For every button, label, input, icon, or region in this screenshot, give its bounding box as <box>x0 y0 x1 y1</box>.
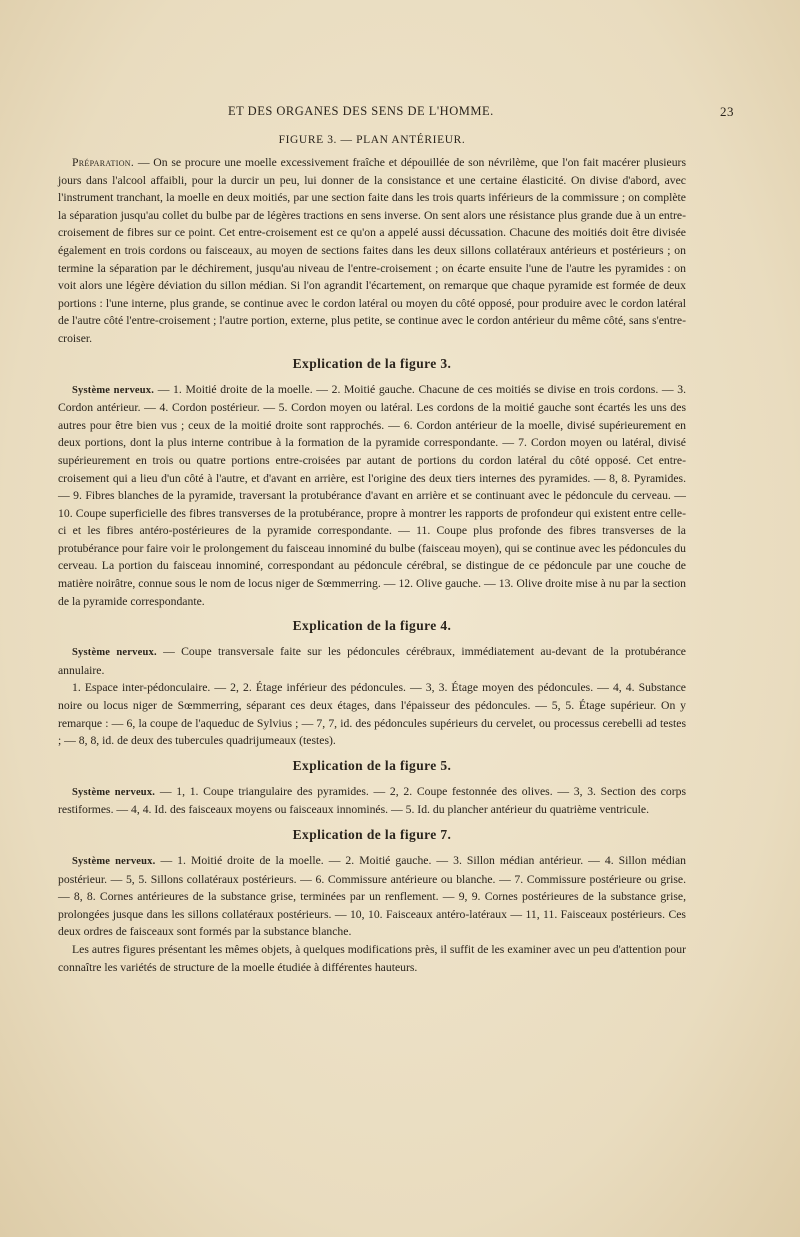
page-content <box>58 134 686 976</box>
figure-4-paragraph-2 <box>58 679 686 749</box>
paragraph-lead: Système nerveux. <box>72 856 156 867</box>
paragraph-lead: Système nerveux. <box>72 384 155 396</box>
running-title: ET DES ORGANES DES SENS DE L'HOMME. <box>228 104 494 118</box>
closing-paragraph <box>58 941 686 976</box>
preparation-text: — On se procure une moelle excessivement fraîche et dépouillée de son névrilème, que l'on fait macérer plusieurs jours dans l'alcool affaibli, pour la durcir un peu, lui donner de la consistance et une certaine élasticité. On divise d'abord, avec l'instrument tranchant, la moelle en deux moitiés, par une section faite dans les trois quarts inférieurs de la commissure ; on complète la séparation jusqu'au collet du bulbe par de légères tractions en sens inverse. On sent alors une résistance plus grande due à un entre-croisement de fibres sur ce point. Cet entre-croisement est ce qu'on a appelé aussi décussation. Chacune des moitiés doit être divisée également en trois cordons ou faisceaux, au moyen de sections faites dans les deux sillons collatéraux antérieurs et postérieurs ; on termine la séparation par le déchirement, jusqu'au niveau de l'entre-croisement ; on écarte ensuite l'une de l'autre les pyramides : on voit alors une légère déviation du sillon médian. Si l'on agrandit l'écartement, on remarque que chaque pyramide est formée de deux portions : l'une interne, plus grande, se continue avec le cordon latéral ou moyen du côté opposé, pour produire avec le cordon latéral de l'autre côté l'entre-croisement ; l'autre portion, externe, plus petite, se continue avec le cordon antérieur du même côté, sans s'entre-croiser. <box>58 156 686 345</box>
section-heading-figure-5: Explication de la figure 5. <box>292 757 452 773</box>
figure-5-paragraph <box>58 783 686 819</box>
paragraph-text: — 1. Moitié droite de la moelle. — 2. Moitié gauche. Chacune de ces moitiés se divise en trois cordons. — 3. Cordon antérieur. — 4. Cordon postérieur. — 5. Cordon moyen ou latéral. Les cordons de la moitié gauche sont écartés les uns des autres pour être bien vus ; ceux de la moitié droite sont rapprochés. — 6. Cordon antérieur de la moelle, divisé supérieurement en deux portions, dont la plus interne contribue à la formation de la pyramide correspondante. — 7. Cordon moyen ou latéral, divisé supérieurement en trois ou quatre portions entre-croisées par autant de portions du cordon latéral du côté opposé. Cet entre-croisement qui a lieu d'un côté à l'autre, et d'avant en arrière, est l'origine des deux tiers internes des pyramides. — 8, 8. Pyramides. — 9. Fibres blanches de la pyramide, traversant la protubérance d'avant en arrière et se continuant avec le pédoncule du cerveau. — 10. Coupe superficielle des fibres transverses de la protubérance, propre à montrer les rapports de profondeur qui existent entre celle-ci et les fibres antéro-postérieures de la pyramide correspondante. — 11. Coupe plus profonde des fibres transverses de la protubérance pour faire voir le prolongement du faisceau innominé du bulbe (faisceau moyen), qui se continue avec les pédoncules du cerveau. La portion du faisceau innominé, correspondant au pédoncule cérébral, se distingue de ce pédoncule par une couche de matière noirâtre, connue sous le nom de locus niger de Sœmmerring. — 12. Olive gauche. — 13. Olive droite mise à nu par la section de la pyramide correspondante. <box>58 382 686 608</box>
figure-title: FIGURE 3. — PLAN ANTÉRIEUR. <box>278 134 466 146</box>
section-heading-figure-3: Explication de la figure 3. <box>292 355 452 371</box>
preparation-paragraph <box>58 154 686 348</box>
paragraph-lead: Système nerveux. <box>72 647 157 659</box>
figure-3-paragraph <box>58 381 686 611</box>
section-heading-figure-7: Explication de la figure 7. <box>292 827 452 842</box>
paragraph-lead: Système nerveux. <box>72 786 156 798</box>
section-heading-figure-4: Explication de la figure 4. <box>292 618 452 634</box>
page-number: 23 <box>720 104 734 119</box>
paragraph-text: 1. Espace inter-pédonculaire. — 2, 2. Étage inférieur des pédoncules. — 3, 3. Étage moyen des pédoncules. — 4, 4. Substance noire ou locus niger de Sœmmerring, séparant ces deux étages, dans l'épaisseur des pédoncules. — 5, 5. Étage supérieur. On y remarque : — 6, la coupe de l'aqueduc de Sylvius ; — 7, 7, id. des pédoncules supérieurs du cervelet, ou processus cerebelli ad testes ; — 8, 8, id. de deux des tubercules quadrijumeaux (testes). <box>58 681 686 748</box>
page-header <box>58 104 742 124</box>
preparation-label: Préparation. <box>72 156 135 169</box>
paragraph-text: Les autres figures présentant les mêmes objets, à quelques modifications près, il suffit de les examiner avec un peu d'attention pour connaître les variétés de structure de la moelle étudiée à différentes hauteurs. <box>58 942 686 974</box>
paragraph-text: — Coupe transversale faite sur les pédoncules cérébraux, immédiatement au-devant de la protubérance annulaire. <box>58 645 686 677</box>
paragraph-text: — 1. Moitié droite de la moelle. — 2. Moitié gauche. — 3. Sillon médian antérieur. — 4. Sillon médian postérieur. — 5, 5. Sillons collatéraux postérieurs. — 6. Commissure antérieure ou blanche. — 7. Commissure postérieure ou grise. — 8, 8. Cornes antérieures de la substance grise, terminées par un renflement. — 9, 9. Cornes postérieures de la substance grise, prolongées jusque dans les sillons collatéraux postérieurs. — 10, 10. Faisceaux antéro-latéraux — 11, 11. Faisceaux postérieurs. Ces deux ordres de faisceaux sont formés par la substance blanche. <box>58 854 686 939</box>
paragraph-text: — 1, 1. Coupe triangulaire des pyramides. — 2, 2. Coupe festonnée des olives. — 3, 3. Section des corps restiformes. — 4, 4. Id. des faisceaux moyens ou faisceaux innominés. — 5. Id. du plancher antérieur du quatrième ventricule. <box>58 784 687 817</box>
figure-4-paragraph-1 <box>58 643 686 679</box>
figure-7-paragraph <box>58 852 686 941</box>
